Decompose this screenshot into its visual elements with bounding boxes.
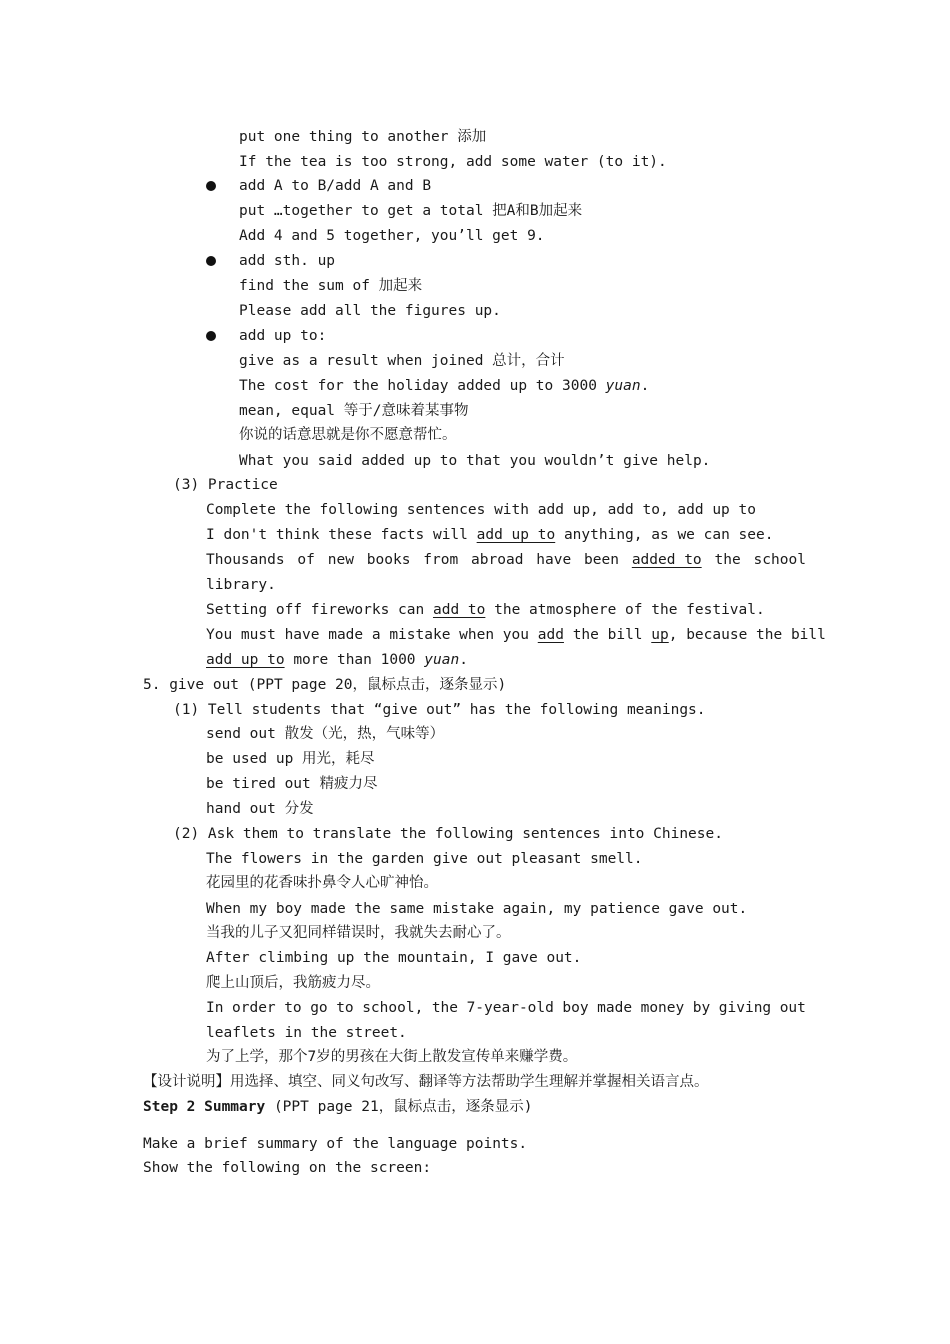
text-segment: the atmosphere of the festival.	[494, 602, 765, 618]
text-segment: the bill	[572, 627, 643, 643]
text-line: Complete the following sentences with add up, add to, add up to	[206, 502, 756, 518]
text-line	[206, 625, 826, 645]
justified-line	[206, 550, 806, 570]
word: from	[423, 552, 459, 568]
word: go	[310, 1000, 328, 1016]
word: 7-year-old	[466, 1000, 554, 1016]
text-line: add sth. up	[239, 253, 336, 269]
text-line: After climbing up the mountain, I gave out.	[206, 950, 582, 966]
word: of	[297, 552, 315, 568]
word: the	[431, 1000, 459, 1016]
word: to	[284, 1000, 302, 1016]
word: In	[206, 1000, 224, 1016]
text-line: When my boy made the same mistake again, my patience gave out.	[206, 901, 748, 917]
text-segment: The cost for the holiday added up to 3000	[239, 378, 597, 394]
justified-line	[206, 998, 806, 1018]
text-line: 花园里的花香味扑鼻令人心旷神怡。	[206, 875, 438, 891]
text-line: send out 散发（光，热，气味等）	[206, 726, 445, 742]
text-line: (2) Ask them to translate the following sentences into Chinese.	[173, 826, 723, 842]
bullet-icon	[206, 331, 216, 341]
text-segment: You must have made a mistake when you	[206, 627, 530, 643]
text-line: leaflets in the street.	[206, 1025, 407, 1041]
text-segment: , because the bill	[668, 627, 826, 643]
text-segment: I don't think these facts will	[206, 527, 468, 543]
word: new	[327, 552, 354, 568]
text-line: add up to:	[239, 328, 327, 344]
text-line: add A to B/add A and B	[239, 178, 432, 194]
step-heading	[143, 1097, 532, 1117]
word: school,	[362, 1000, 424, 1016]
design-note: 【设计说明】用选择、填空、同义句改写、翻译等方法帮助学生理解并掌握相关语言点。	[143, 1074, 709, 1090]
text-line: Add 4 and 5 together, you’ll get 9.	[239, 228, 545, 244]
bullet-icon	[206, 256, 216, 266]
text-line: library.	[206, 577, 276, 593]
word: have	[536, 552, 572, 568]
answer-blank: add to	[432, 602, 486, 618]
text-line: Please add all the figures up.	[239, 303, 501, 319]
word: boy	[562, 1000, 589, 1016]
text-line: give as a result when joined 总计，合计	[239, 353, 565, 369]
text-line: put …together to get a total 把A和B加起来	[239, 203, 583, 219]
text-segment: anything, as we can see.	[563, 527, 774, 543]
answer-blank: up	[651, 627, 669, 643]
text-line	[206, 650, 468, 670]
bullet-icon	[206, 181, 216, 191]
text-line: Show the following on the screen:	[143, 1160, 432, 1176]
word: giving	[718, 1000, 772, 1016]
text-line: be used up 用光，耗尽	[206, 751, 375, 767]
answer-blank: added to	[631, 552, 702, 568]
text-line: If the tea is too strong, add some water (to it).	[239, 154, 667, 170]
text-line: 你说的话意思就是你不愿意帮忙。	[239, 427, 457, 443]
answer-blank: add up to	[476, 527, 556, 543]
text-line: mean, equal 等于/意味着某事物	[239, 403, 469, 419]
text-line: put one thing to another 添加	[239, 129, 487, 145]
word: made	[597, 1000, 633, 1016]
text-line	[206, 600, 765, 620]
text-line: hand out 分发	[206, 801, 314, 817]
word: been	[584, 552, 619, 568]
word: to	[336, 1000, 354, 1016]
answer-blank: add up to	[206, 652, 285, 668]
answer-blank: add	[537, 627, 564, 643]
word: money	[640, 1000, 685, 1016]
text-line: find the sum of 加起来	[239, 278, 423, 294]
text-line: The flowers in the garden give out pleasant smell.	[206, 851, 643, 867]
italic-word: yuan	[424, 652, 460, 668]
text-line: 当我的儿子又犯同样错误时，我就失去耐心了。	[206, 925, 511, 941]
word: books	[366, 552, 411, 568]
text-line: What you said added up to that you wouldn’t give help.	[239, 453, 711, 469]
word: the	[714, 552, 741, 568]
text-line: 为了上学，那个7岁的男孩在大街上散发宣传单来赚学费。	[206, 1049, 578, 1065]
text-line	[206, 525, 773, 545]
word: order	[232, 1000, 276, 1016]
word: school	[753, 552, 806, 568]
section-heading: (3) Practice	[173, 477, 278, 493]
word: by	[692, 1000, 711, 1016]
text-line: be tired out 精疲力尽	[206, 776, 378, 792]
text-line	[239, 376, 649, 396]
text-segment: .	[640, 378, 650, 394]
step-title: Step 2 Summary	[143, 1099, 266, 1115]
word: out	[779, 1000, 806, 1016]
text-line: Make a brief summary of the language points.	[143, 1136, 528, 1152]
text-segment: .	[459, 652, 468, 668]
word: Thousands	[206, 552, 285, 568]
text-segment: Setting off fireworks can	[206, 602, 425, 618]
word: abroad	[471, 552, 524, 568]
text-segment: (PPT page 21，鼠标点击，逐条显示)	[265, 1099, 533, 1115]
text-line: (1) Tell students that “give out” has the following meanings.	[173, 702, 706, 718]
italic-word: yuan	[605, 378, 641, 394]
text-segment: more than 1000	[293, 652, 416, 668]
text-line: 爬上山顶后，我筋疲力尽。	[206, 975, 380, 991]
section-heading: 5. give out (PPT page 20，鼠标点击，逐条显示)	[143, 677, 507, 693]
